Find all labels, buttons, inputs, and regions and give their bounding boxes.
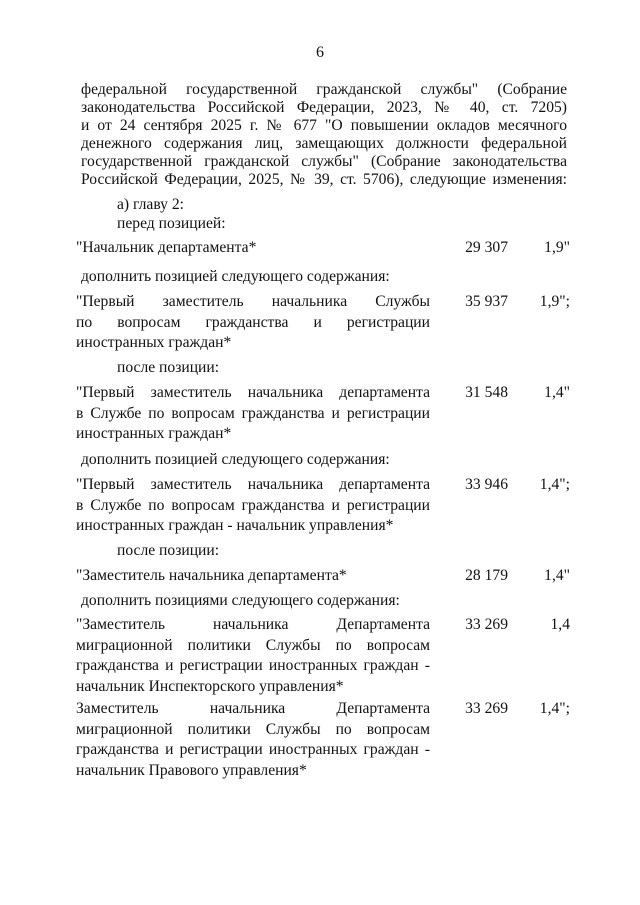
position-name-line: гражданства и регистрации иностранных граждан -: [76, 657, 430, 674]
intro-paragraph: [81, 81, 567, 189]
position-salary: 33 946: [465, 476, 508, 493]
position-name: [76, 699, 430, 781]
position-name-line: по вопросам гражданства и регистрации: [76, 313, 430, 331]
intro-line: и от 24 сентября 2025 г. № 677 "О повышении окладов месячного: [81, 117, 567, 134]
position-coefficient: 1,4";: [539, 476, 570, 493]
intro-line: федеральной государственной гражданской службы" (Собрание: [81, 81, 567, 98]
position-salary: 33 269: [465, 616, 508, 633]
instruction-add-position: дополнить позицией следующего содержания:: [81, 451, 390, 468]
position-name-line: Заместитель начальника Департамента: [76, 700, 430, 717]
position-coefficient: 1,9";: [539, 293, 570, 310]
position-coefficient: 1,4": [544, 567, 570, 584]
position-name-line: миграционной политики Службы по вопросам: [76, 636, 430, 654]
position-name-line: иностранных граждан - начальник управления*: [76, 517, 394, 534]
position-name-line: "Заместитель начальника Департамента: [76, 616, 430, 633]
intro-line: денежного содержания лиц, замещающих должности федеральной: [81, 135, 567, 152]
position-name-line: в Службе по вопросам гражданства и регистрации: [76, 496, 430, 514]
position-salary: 29 307: [465, 239, 508, 256]
position-name-line: гражданства и регистрации иностранных граждан -: [76, 741, 430, 758]
position-coefficient: 1,4": [544, 384, 570, 401]
position-coefficient: 1,4";: [539, 700, 570, 717]
position-name-line: "Начальник департамента*: [76, 239, 257, 256]
intro-line: Российской Федерации, 2025, № 39, ст. 5706), следующие изменения:: [81, 171, 567, 188]
position-name-line: начальник Правового управления*: [76, 761, 307, 779]
instruction-add-positions: дополнить позициями следующего содержания:: [81, 592, 400, 609]
position-name-line: миграционной политики Службы по вопросам: [76, 720, 430, 738]
position-name: [76, 615, 430, 697]
position-coefficient: 1,4: [550, 616, 570, 633]
position-name-line: начальник Инспекторского управления*: [76, 677, 344, 695]
position-salary: 33 269: [465, 700, 508, 717]
chapter-label: а) главу 2:: [117, 196, 184, 213]
position-name: [76, 475, 430, 537]
instruction-before-position: перед позицией:: [117, 215, 226, 232]
position-name-line: в Службе по вопросам гражданства и регистрации: [76, 404, 430, 422]
instruction-add-position: дополнить позицией следующего содержания:: [81, 268, 390, 285]
position-name-line: иностранных граждан*: [76, 425, 232, 442]
position-name: [76, 566, 430, 587]
position-name-line: иностранных граждан*: [76, 334, 232, 351]
position-name: [76, 383, 430, 445]
position-name-line: "Заместитель начальника департамента*: [76, 567, 347, 584]
position-name: [76, 292, 430, 354]
instruction-after-position: после позиции:: [117, 359, 220, 376]
instruction-after-position: после позиции:: [117, 542, 220, 559]
intro-line: государственной гражданской службы" (Собрание законодательства: [81, 153, 567, 170]
page-number: 6: [316, 44, 324, 61]
position-salary: 31 548: [465, 384, 508, 401]
position-name-line: "Первый заместитель начальника департамента: [76, 384, 430, 401]
position-name: [76, 238, 430, 259]
position-name-line: "Первый заместитель начальника Службы: [76, 293, 430, 310]
position-salary: 28 179: [465, 567, 508, 584]
position-name-line: "Первый заместитель начальника департамента: [76, 476, 430, 493]
intro-line: законодательства Российской Федерации, 2023, № 40, ст. 7205): [81, 99, 567, 116]
position-salary: 35 937: [465, 293, 508, 310]
position-coefficient: 1,9": [544, 239, 570, 256]
